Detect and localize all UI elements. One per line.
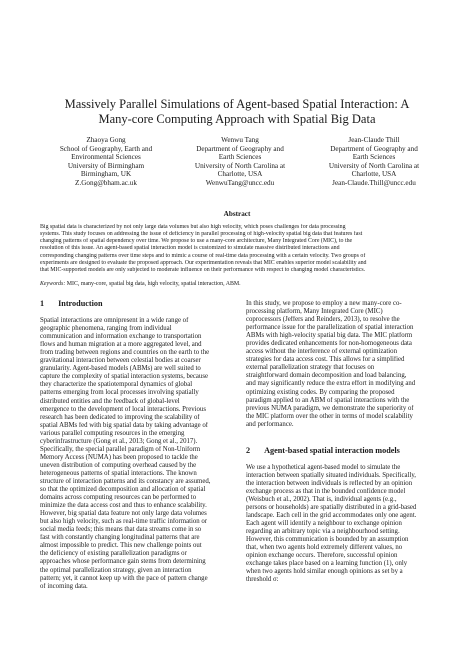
text-line: persons or households) are spatially distributed in a grid-based — [246, 504, 417, 512]
keywords — [40, 281, 434, 288]
text-line: the interaction between individuals is reflected by an opinion — [246, 479, 413, 487]
text-line: domains across computing resources can be performed to — [40, 494, 197, 502]
abstract-heading: Abstract — [223, 210, 251, 218]
text-line: of incoming data. — [40, 582, 88, 590]
text-line: strategies for data access cost. This allows for a simplified — [246, 356, 405, 364]
abstract-line: changing patterns of spatial dependency over time. We propose to use a many-core architecture, Many Integrated Core (MIC), to the — [40, 238, 353, 245]
text-line: social media feeds; this means that data streams come in so — [40, 526, 202, 534]
abstract-line: systems. This study focuses on addressing the issue of deficiency in parallel processing of high-velocity spatial big data that features fast — [40, 231, 363, 238]
author-name: Zhaoya Gong — [86, 136, 126, 144]
text-line: communication and information exchange to transportation — [40, 333, 202, 341]
text-line: threshold σ: — [246, 576, 279, 584]
author-name: Jean-Claude Thill — [348, 136, 400, 144]
text-line: regarding an arbitrary topic via a neighbourhood setting. — [246, 528, 400, 536]
abstract-body — [40, 224, 434, 274]
author-affiliation: University of Birmingham — [67, 161, 145, 170]
author-affiliation: Earth Sciences — [218, 153, 262, 162]
author-email[interactable]: Z.Gong@bham.ac.uk — [75, 178, 137, 187]
text-line: so that the optimized decomposition and allocation of spatial — [40, 486, 206, 494]
section-title: Introduction — [58, 299, 103, 308]
author-tang — [174, 136, 306, 188]
text-line: pattern; yet, it cannot keep up with the pace of pattern change — [40, 574, 208, 582]
intro-continued-paragraph — [246, 300, 432, 429]
text-line: landscape. Each cell in the grid accommodates only one agent. — [246, 512, 417, 520]
text-line: However, this communication is bounded by an assumption — [246, 536, 409, 544]
section-title: Agent-based spatial interaction models — [264, 445, 400, 455]
author-email[interactable]: WenwuTang@uncc.edu — [205, 178, 275, 187]
text-line: external parallelization strategy that focuses on — [246, 364, 375, 372]
section-number: 1 — [40, 299, 45, 308]
text-line: straightforward domain decomposition and load balancing, — [246, 372, 407, 380]
text-line: distributed entities and the feedback of global-level — [40, 397, 180, 405]
text-line: structure of interaction patterns and its constancy are assumed, — [40, 477, 211, 485]
text-line: spatial ABMs fed with big spatial data by taking advantage of — [40, 421, 208, 429]
text-line: research has been dedicated to improving the scalability of — [40, 413, 200, 421]
text-line: but also high velocity, such as real-time traffic information or — [40, 518, 208, 526]
author-block — [40, 136, 440, 188]
abstract-line: experiments are designed to evaluate the proposed approach. Our experimentation reveals that MIC enables superior model scalability and — [40, 259, 367, 266]
section-heading-introduction — [40, 300, 226, 308]
author-name: Wenwu Tang — [221, 136, 259, 144]
text-line: opinion exchange occurs. Therefore, successful opinion — [246, 552, 398, 560]
author-affiliation: Department of Geography and — [196, 144, 284, 153]
text-line: minimize the data access cost and thus to enhance scalability. — [40, 502, 207, 510]
text-line: fast with constantly changing longitudinal patterns that are — [40, 534, 200, 542]
text-line: the optimal parallelization strategy, given an interaction — [40, 566, 192, 574]
right-column — [246, 300, 432, 585]
text-line: heterogeneous patterns of spatial interactions. The known — [40, 469, 197, 477]
author-gong — [40, 136, 172, 188]
section2-paragraph — [246, 464, 432, 585]
author-location: Charlotte, USA — [351, 170, 397, 179]
text-line: and may significantly reduce the extra effort in modifying and — [246, 380, 416, 388]
section-number: 2 — [246, 445, 251, 455]
text-line: gravitational interaction between celestial bodies at coarser — [40, 357, 201, 365]
text-line: when two agents hold similar enough opinions as set by a — [246, 568, 403, 576]
author-affiliation: School of Geography, Earth and — [59, 144, 153, 153]
text-line: granularity. Agent-based models (ABMs) are well suited to — [40, 365, 201, 373]
author-affiliation: Earth Sciences — [352, 153, 396, 162]
text-line: Memory Access (NUMA) has been proposed to tackle the — [40, 453, 198, 461]
author-affiliation: Environmental Sciences — [71, 153, 141, 162]
text-line: We use a hypothetical agent-based model to simulate the — [246, 463, 401, 471]
text-line: access without the interference of external optimization — [246, 348, 397, 356]
author-location: Birmingham, UK — [80, 170, 132, 179]
text-line: In this study, we propose to employ a new many-core co- — [246, 300, 402, 307]
text-line: almost impossible to predict. This new challenge points out — [40, 542, 202, 550]
text-line: Each agent will identify a neighbour to exchange opinion — [246, 520, 402, 528]
text-line: and performance. — [246, 420, 294, 428]
text-line: previous NUMA paradigm, we demonstrate the superiority of — [246, 404, 414, 412]
text-line: exchange process as that in the bounded confidence model — [246, 487, 406, 495]
text-line: capture the complexity of spatial interaction systems, because — [40, 373, 208, 381]
keywords-text: MIC, many-core, spatial big data, high velocity, spatial interaction, ABM. — [65, 281, 241, 287]
text-line: uneven distribution of computing overhead caused by the — [40, 461, 197, 469]
text-line: ABMs with high-velocity spatial big data. The MIC platform — [246, 332, 413, 340]
abstract-line: resolution of this issue. An agent-based spatial interaction model is customized to simulate massive distributed interactions and — [40, 245, 340, 252]
author-thill — [308, 136, 440, 188]
author-email[interactable]: Jean-Claude.Thill@uncc.edu — [332, 178, 416, 187]
text-line: emergence to the development of local interactions. Previous — [40, 405, 206, 413]
author-location: Charlotte, USA — [217, 170, 263, 179]
text-line: coprocessors (Jeffers and Reinders, 2013), to resolve the — [246, 316, 400, 324]
text-line: from trading between regions and countries on the earth to the — [40, 349, 210, 357]
left-column — [40, 300, 226, 591]
keywords-label: Keywords: — [40, 281, 66, 287]
text-line: interaction between spatially situated individuals. Specifically, — [246, 471, 416, 479]
text-line: performance issue for the parallelization of spatial interaction — [246, 324, 414, 332]
abstract-line: corresponding changing patterns over time steps and to mimic a course of real-time data processing with a certain velocity. Two groups of — [40, 252, 366, 259]
section-heading-agent-based-models — [246, 447, 432, 455]
text-line: exchange takes place based on a learning function (1), only — [246, 560, 408, 568]
text-line: geographic phenomena, ranging from individual — [40, 325, 172, 333]
text-line: approaches whose performance gain stems from determining — [40, 558, 206, 566]
author-affiliation: Department of Geography and — [330, 144, 418, 153]
text-line: However, big spatial data feature not only large data volumes — [40, 510, 207, 518]
text-line: flows and human migration at a more aggregated level, and — [40, 341, 202, 349]
paper-title — [40, 97, 434, 127]
text-line: that, when two agents hold extremely different values, no — [246, 544, 403, 552]
text-line: paradigm applied to an ABM of spatial interactions with the — [246, 396, 410, 404]
text-line: various parallel computing resources in the emerging — [40, 429, 185, 437]
text-line: provides dedicated enhancements for non-homogeneous data — [246, 340, 412, 348]
author-affiliation: University of North Carolina at — [328, 161, 420, 170]
text-line: Specifically, the special parallel paradigm of Non-Uniform — [40, 445, 201, 453]
text-line: patterns emerging from local processes involving spatially — [40, 389, 199, 397]
title-line: Massively Parallel Simulations of Agent-based Spatial Interaction: A — [64, 97, 410, 111]
text-line: cyberinfrastructure (Gong et al., 2013; Gong et al., 2017). — [40, 437, 198, 445]
abstract-line: Big spatial data is characterized by not only large data volumes but also high velocity, which poses challenges for data processing — [40, 224, 346, 230]
text-line: the MIC platform over the other in terms of model scalability — [246, 412, 413, 420]
text-line: Spatial interactions are omnipresent in a wide range of — [40, 317, 189, 325]
text-line: processing platform, Many Integrated Core (MIC) — [246, 308, 383, 316]
introduction-paragraph — [40, 317, 226, 591]
text-line: they characterize the spatiotemporal dynamics of global — [40, 381, 193, 389]
title-line: Many-core Computing Approach with Spatial Big Data — [98, 112, 376, 126]
text-line: optimizing existing codes. By comparing the proposed — [246, 388, 395, 396]
author-affiliation: University of North Carolina at — [194, 161, 286, 170]
text-line: the deficiency of existing parallelization paradigms or — [40, 550, 187, 558]
text-line: (Weisbuch et al., 2002). That is, individual agents (e.g., — [246, 495, 397, 503]
abstract-line: that MIC-supported models are only subjected to moderate influence on their performance with respect to changing model characteristics. — [40, 266, 366, 273]
